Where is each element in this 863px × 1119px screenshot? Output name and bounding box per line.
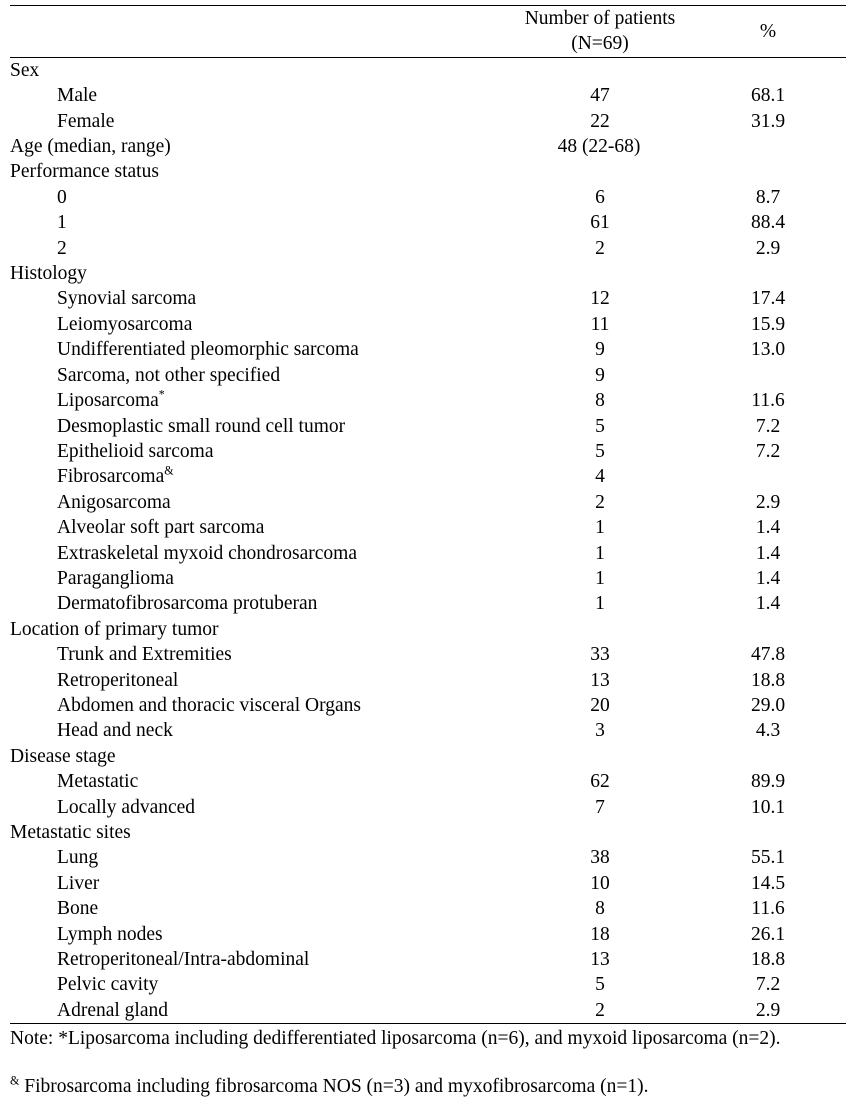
row-label-sub bbox=[10, 922, 510, 947]
row-number-of-patients: 61 bbox=[590, 212, 610, 234]
footnote-fibrosarcoma-text: Fibrosarcoma including fibrosarcoma NOS (n=3) and myxofibrosarcoma (n=1). bbox=[19, 1076, 649, 1097]
column-header-percent: % bbox=[690, 6, 846, 58]
table-row bbox=[10, 261, 846, 286]
row-percent: 18.8 bbox=[750, 669, 786, 691]
table-body bbox=[10, 57, 846, 1023]
asterisk-marker-icon: * bbox=[158, 387, 165, 402]
footnote-liposarcoma bbox=[10, 1027, 855, 1051]
row-number-of-patients: 2 bbox=[595, 491, 605, 513]
table-row bbox=[10, 515, 846, 540]
row-percent: 68.1 bbox=[750, 85, 786, 107]
row-label-text: Metastatic sites bbox=[10, 822, 131, 843]
column-header-number-of-patients: Number of patients (N=69) bbox=[510, 6, 690, 58]
row-label-sub bbox=[10, 718, 510, 743]
row-label-sub bbox=[10, 83, 510, 108]
row-number-of-patients: 12 bbox=[590, 288, 610, 310]
table-row bbox=[10, 693, 846, 718]
row-number-of-patients: 47 bbox=[590, 85, 610, 107]
row-number-of-patients: 5 bbox=[595, 440, 605, 462]
row-label-text: Retroperitoneal bbox=[57, 669, 179, 691]
table-row bbox=[10, 439, 846, 464]
row-label-sub bbox=[10, 693, 510, 718]
row-number-of-patients: 4 bbox=[595, 466, 605, 488]
row-label-text: Retroperitoneal/Intra-abdominal bbox=[57, 949, 310, 971]
row-percent: 4.3 bbox=[755, 720, 781, 742]
table-row bbox=[10, 286, 846, 311]
row-label-text: Epithelioid sarcoma bbox=[57, 440, 214, 462]
row-number-of-patients: 48 (22-68) bbox=[557, 136, 641, 158]
row-label-text: Trunk and Extremities bbox=[57, 644, 232, 666]
row-number-of-patients: 5 bbox=[595, 415, 605, 437]
row-label-text: Abdomen and thoracic visceral Organs bbox=[57, 694, 361, 716]
row-label-text: Undifferentiated pleomorphic sarcoma bbox=[57, 339, 359, 361]
row-label-sub bbox=[10, 769, 510, 794]
row-number-of-patients: 1 bbox=[595, 567, 605, 589]
ampersand-marker-icon: & bbox=[10, 1073, 20, 1088]
table-row bbox=[10, 57, 846, 83]
row-number-of-patients: 20 bbox=[590, 694, 610, 716]
row-label-sub bbox=[10, 210, 510, 235]
row-percent: 2.9 bbox=[755, 237, 781, 259]
table-row bbox=[10, 642, 846, 667]
row-label-text: Synovial sarcoma bbox=[57, 288, 197, 310]
row-label-text: Location of primary tumor bbox=[10, 618, 219, 640]
row-label-sub bbox=[10, 185, 510, 210]
table-row bbox=[10, 972, 846, 997]
table-row bbox=[10, 312, 846, 337]
row-label-text: 0 bbox=[57, 186, 67, 208]
table-row bbox=[10, 464, 846, 489]
row-label-text: Male bbox=[57, 85, 98, 107]
row-percent: 7.2 bbox=[755, 415, 781, 437]
table-header-row bbox=[10, 6, 846, 58]
table-row bbox=[10, 541, 846, 566]
table-row bbox=[10, 947, 846, 972]
row-label-sub bbox=[10, 541, 510, 566]
row-percent: 47.8 bbox=[750, 644, 786, 666]
row-percent: 89.9 bbox=[750, 771, 786, 793]
row-label-category bbox=[10, 617, 510, 642]
table-row bbox=[10, 83, 846, 108]
table-row bbox=[10, 718, 846, 743]
table-row bbox=[10, 998, 846, 1024]
table-row bbox=[10, 617, 846, 642]
row-number-of-patients: 1 bbox=[595, 517, 605, 539]
row-percent bbox=[690, 617, 846, 642]
row-label-sub bbox=[10, 668, 510, 693]
footnote-liposarcoma-text: Note: *Liposarcoma including dedifferentiated liposarcoma (n=6), and myxoid liposarcoma (n=2). bbox=[10, 1028, 781, 1049]
row-label-sub bbox=[10, 236, 510, 261]
row-percent bbox=[690, 261, 846, 286]
column-header-characteristic bbox=[10, 6, 510, 58]
row-number-of-patients: 13 bbox=[590, 669, 610, 691]
row-label-text: Disease stage bbox=[10, 745, 116, 767]
row-label-text: Histology bbox=[10, 263, 87, 285]
table-row bbox=[10, 134, 846, 159]
row-label-sub bbox=[10, 972, 510, 997]
row-label-category bbox=[10, 820, 510, 845]
row-label-text: Fibrosarcoma bbox=[57, 466, 165, 488]
row-percent: 29.0 bbox=[750, 694, 786, 716]
row-percent: 10.1 bbox=[750, 796, 786, 818]
row-label-sub bbox=[10, 591, 510, 616]
ampersand-marker-icon: & bbox=[164, 463, 174, 478]
row-label-category bbox=[10, 134, 510, 159]
row-number-of-patients: 11 bbox=[590, 313, 610, 335]
row-label-text: 1 bbox=[57, 212, 67, 234]
row-label-text: Head and neck bbox=[57, 720, 173, 742]
row-label-text: Leiomyosarcoma bbox=[57, 313, 193, 335]
row-number-of-patients: 8 bbox=[595, 898, 605, 920]
table-row bbox=[10, 363, 846, 388]
row-number-of-patients bbox=[510, 820, 690, 845]
row-number-of-patients bbox=[510, 57, 690, 83]
row-label-sub bbox=[10, 896, 510, 921]
row-number-of-patients: 22 bbox=[590, 110, 610, 132]
row-label-text: Lung bbox=[57, 847, 99, 869]
table-row bbox=[10, 744, 846, 769]
table-row bbox=[10, 414, 846, 439]
row-percent: 31.9 bbox=[750, 110, 786, 132]
row-percent: 1.4 bbox=[755, 517, 781, 539]
row-label-category bbox=[10, 57, 510, 83]
table-footnotes bbox=[10, 1027, 855, 1099]
row-label-sub bbox=[10, 642, 510, 667]
row-number-of-patients: 8 bbox=[595, 390, 605, 412]
row-percent: 15.9 bbox=[750, 313, 786, 335]
table-row bbox=[10, 871, 846, 896]
row-label-text: Dermatofibrosarcoma protuberan bbox=[57, 593, 318, 615]
table-row bbox=[10, 185, 846, 210]
row-percent bbox=[690, 363, 846, 388]
row-label-sub bbox=[10, 795, 510, 820]
row-label-text: Age (median, range) bbox=[10, 136, 171, 158]
table-row bbox=[10, 109, 846, 134]
row-percent: 1.4 bbox=[755, 593, 781, 615]
row-percent: 8.7 bbox=[755, 186, 781, 208]
table-row bbox=[10, 845, 846, 870]
row-label-sub bbox=[10, 109, 510, 134]
row-label-category bbox=[10, 159, 510, 184]
row-label-sub bbox=[10, 388, 510, 413]
table-row bbox=[10, 159, 846, 184]
row-number-of-patients: 33 bbox=[590, 644, 610, 666]
row-number-of-patients bbox=[510, 159, 690, 184]
row-label-text: Anigosarcoma bbox=[57, 491, 171, 513]
row-percent: 55.1 bbox=[750, 847, 786, 869]
row-label-category bbox=[10, 744, 510, 769]
row-percent: 11.6 bbox=[751, 898, 785, 920]
row-label-text: Liposarcoma bbox=[57, 390, 159, 412]
row-percent: 14.5 bbox=[750, 872, 786, 894]
row-label-sub bbox=[10, 439, 510, 464]
row-label-sub bbox=[10, 871, 510, 896]
table-row bbox=[10, 490, 846, 515]
patient-characteristics-table bbox=[10, 5, 846, 1024]
row-label-text: Sarcoma, not other specified bbox=[57, 364, 281, 386]
row-label-text: Lymph nodes bbox=[57, 923, 163, 945]
row-label-sub bbox=[10, 947, 510, 972]
row-percent: 18.8 bbox=[750, 949, 786, 971]
row-label-text: Sex bbox=[10, 59, 40, 81]
row-label-text: Adrenal gland bbox=[57, 999, 169, 1021]
row-label-text: 2 bbox=[57, 237, 67, 259]
row-percent: 13.0 bbox=[750, 339, 786, 361]
row-percent: 7.2 bbox=[755, 974, 781, 996]
row-number-of-patients: 2 bbox=[510, 998, 690, 1024]
row-label-text: Bone bbox=[57, 898, 99, 920]
row-label-sub bbox=[10, 845, 510, 870]
table-row bbox=[10, 896, 846, 921]
row-label-text: Desmoplastic small round cell tumor bbox=[57, 415, 346, 437]
table-row bbox=[10, 210, 846, 235]
row-label-sub bbox=[10, 515, 510, 540]
row-number-of-patients: 62 bbox=[590, 771, 610, 793]
table-header bbox=[10, 6, 846, 58]
table-row bbox=[10, 591, 846, 616]
row-number-of-patients: 7 bbox=[595, 796, 605, 818]
row-percent bbox=[690, 134, 846, 159]
row-percent: 11.6 bbox=[751, 390, 785, 412]
row-label-text: Paraganglioma bbox=[57, 567, 174, 589]
table-row bbox=[10, 820, 846, 845]
row-number-of-patients: 5 bbox=[595, 974, 605, 996]
row-number-of-patients bbox=[510, 261, 690, 286]
table-row bbox=[10, 388, 846, 413]
row-number-of-patients: 38 bbox=[590, 847, 610, 869]
row-number-of-patients bbox=[510, 617, 690, 642]
row-percent bbox=[690, 159, 846, 184]
row-percent: 2.9 bbox=[755, 491, 781, 513]
row-number-of-patients: 2 bbox=[595, 237, 605, 259]
row-label-text: Locally advanced bbox=[57, 796, 196, 818]
row-label-sub bbox=[10, 363, 510, 388]
row-label-category bbox=[10, 261, 510, 286]
row-label-text: Performance status bbox=[10, 161, 159, 183]
row-percent: 2.9 bbox=[690, 998, 846, 1024]
row-label-text: Female bbox=[57, 110, 115, 132]
row-percent bbox=[690, 744, 846, 769]
row-number-of-patients: 9 bbox=[595, 339, 605, 361]
row-label-text: Pelvic cavity bbox=[57, 974, 159, 996]
table-row bbox=[10, 795, 846, 820]
row-label-text: Extraskeletal myxoid chondrosarcoma bbox=[57, 542, 357, 564]
row-number-of-patients: 9 bbox=[595, 364, 605, 386]
row-number-of-patients: 10 bbox=[590, 872, 610, 894]
row-label-text: Alveolar soft part sarcoma bbox=[57, 517, 265, 539]
row-label-sub bbox=[10, 998, 510, 1024]
row-percent bbox=[690, 57, 846, 83]
row-percent: 1.4 bbox=[755, 542, 781, 564]
row-percent bbox=[690, 820, 846, 845]
patient-characteristics-table-wrapper bbox=[10, 5, 846, 1024]
row-label-sub bbox=[10, 286, 510, 311]
row-label-sub bbox=[10, 414, 510, 439]
row-label-text: Metastatic bbox=[57, 771, 139, 793]
row-label-sub bbox=[10, 566, 510, 591]
row-number-of-patients: 1 bbox=[595, 593, 605, 615]
row-label-text: Liver bbox=[57, 872, 100, 894]
table-row bbox=[10, 566, 846, 591]
row-label-sub bbox=[10, 464, 510, 489]
footnote-fibrosarcoma bbox=[10, 1075, 855, 1099]
row-number-of-patients: 13 bbox=[590, 949, 610, 971]
row-number-of-patients bbox=[510, 744, 690, 769]
row-label-sub bbox=[10, 312, 510, 337]
table-row bbox=[10, 922, 846, 947]
table-row bbox=[10, 668, 846, 693]
table-row bbox=[10, 236, 846, 261]
row-percent: 17.4 bbox=[750, 288, 786, 310]
row-label-sub bbox=[10, 337, 510, 362]
row-number-of-patients: 6 bbox=[595, 186, 605, 208]
row-percent: 7.2 bbox=[755, 440, 781, 462]
table-row bbox=[10, 337, 846, 362]
row-percent bbox=[690, 464, 846, 489]
row-percent: 1.4 bbox=[755, 567, 781, 589]
table-row bbox=[10, 769, 846, 794]
row-percent: 26.1 bbox=[750, 923, 786, 945]
row-number-of-patients: 3 bbox=[595, 720, 605, 742]
row-number-of-patients: 18 bbox=[590, 923, 610, 945]
row-number-of-patients: 1 bbox=[595, 542, 605, 564]
row-percent: 88.4 bbox=[750, 212, 786, 234]
row-label-sub bbox=[10, 490, 510, 515]
